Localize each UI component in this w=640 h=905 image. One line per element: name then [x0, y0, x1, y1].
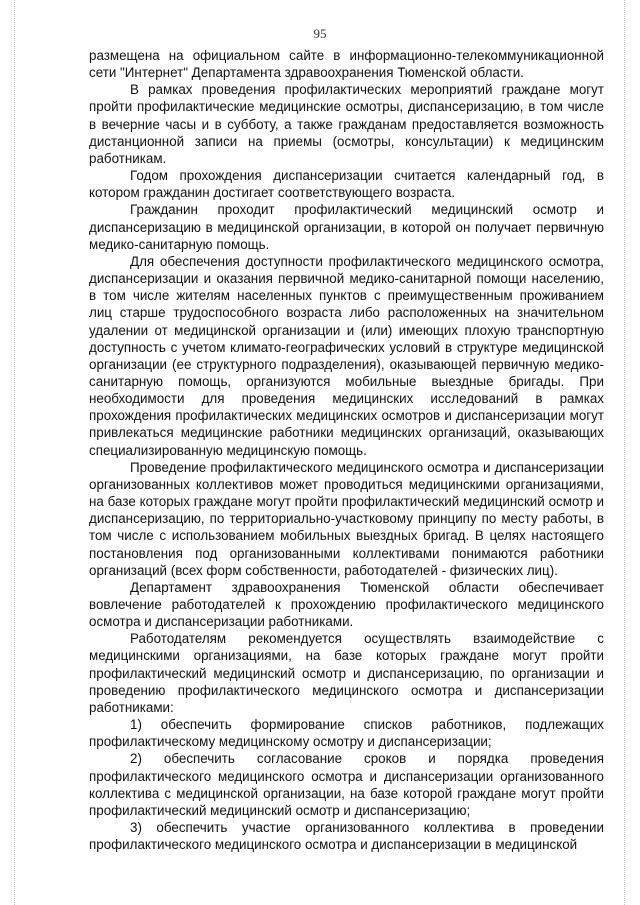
right-margin-scan-artifact: [624, 0, 626, 905]
paragraph-11: 3) обеспечить участие организованного коллектива в проведении профилактического медицинского осмотра и диспансеризации в медицинской: [89, 820, 604, 853]
document-body: [89, 47, 604, 853]
paragraph-1: размещена на официальном сайте в информационно-телекоммуникационной сети "Интернет" Департамента здравоохранения Тюменской области.: [89, 48, 604, 81]
paragraph-4: Гражданин проходит профилактический медицинский осмотр и диспансеризацию в медицинской организации, в которой он получает первичную медико-санитарную помощь.: [89, 202, 604, 252]
paragraph-5: Для обеспечения доступности профилактического медицинского осмотра, диспансеризации и оказания первичной медико-санитарной помощи населению, в том числе жителям населенных пунктов с преимущественным проживанием лиц старше трудоспособного возраста либо расположенных на значительном удалении от медицинской организации и (или) имеющих плохую транспортную доступность с учетом климато-географических условий в структуре медицинской организации (ее структурного подразделения), оказывающей первичную медико-санитарную помощь, организуются мобильные выездные бригады. При необходимости для проведения медицинских исследований в рамках прохождения профилактических медицинских осмотров и диспансеризации могут привлекаться медицинские работники медицинских организаций, оказывающих специализированную медицинскую помощь.: [89, 253, 604, 458]
page-number: 95: [313, 26, 327, 41]
paragraph-10: 2) обеспечить согласование сроков и порядка проведения профилактического медицинского осмотра и диспансеризации организованного коллектива с медицинской организации, на базе которой граждане могут пройти профилактический медицинский осмотр и диспансеризацию;: [89, 751, 604, 818]
left-margin-scan-artifact: [14, 0, 16, 905]
paragraph-3: Годом прохождения диспансеризации считается календарный год, в котором гражданин достигает соответствующего возраста.: [89, 168, 604, 201]
paragraph-9: 1) обеспечить формирование списков работников, подлежащих профилактическому медицинскому осмотру и диспансеризации;: [89, 717, 604, 750]
paragraph-7: Департамент здравоохранения Тюменской области обеспечивает вовлечение работодателей к прохождению профилактического медицинского осмотра и диспансеризации работниками.: [89, 579, 604, 630]
paragraph-8: Работодателям рекомендуется осуществлять взаимодействие с медицинскими организациями, на базе которых граждане могут пройти профилактический медицинский осмотр и диспансеризацию, по организации и проведению профилактического медицинского осмотра и диспансеризации работниками:: [89, 631, 604, 715]
paragraph-2: В рамках проведения профилактических мероприятий граждане могут пройти профилактические медицинские осмотры, диспансеризацию, в том числе в вечерние часы и в субботу, а также гражданам предоставляется возможность дистанционной записи на приемы (осмотры, консультации) к медицинским работникам.: [89, 82, 604, 166]
paragraph-6: Проведение профилактического медицинского осмотра и диспансеризации организованных коллективов может проводиться медицинскими организациями, на базе которых граждане могут пройти профилактический медицинский осмотр и диспансеризацию, по территориально-участковому принципу по месту работы, в том числе с использованием мобильных выездных бригад. В целях настоящего постановления под организованными коллективами понимаются работники организаций (всех форм собственности, работодателей - физических лиц).: [89, 459, 604, 578]
